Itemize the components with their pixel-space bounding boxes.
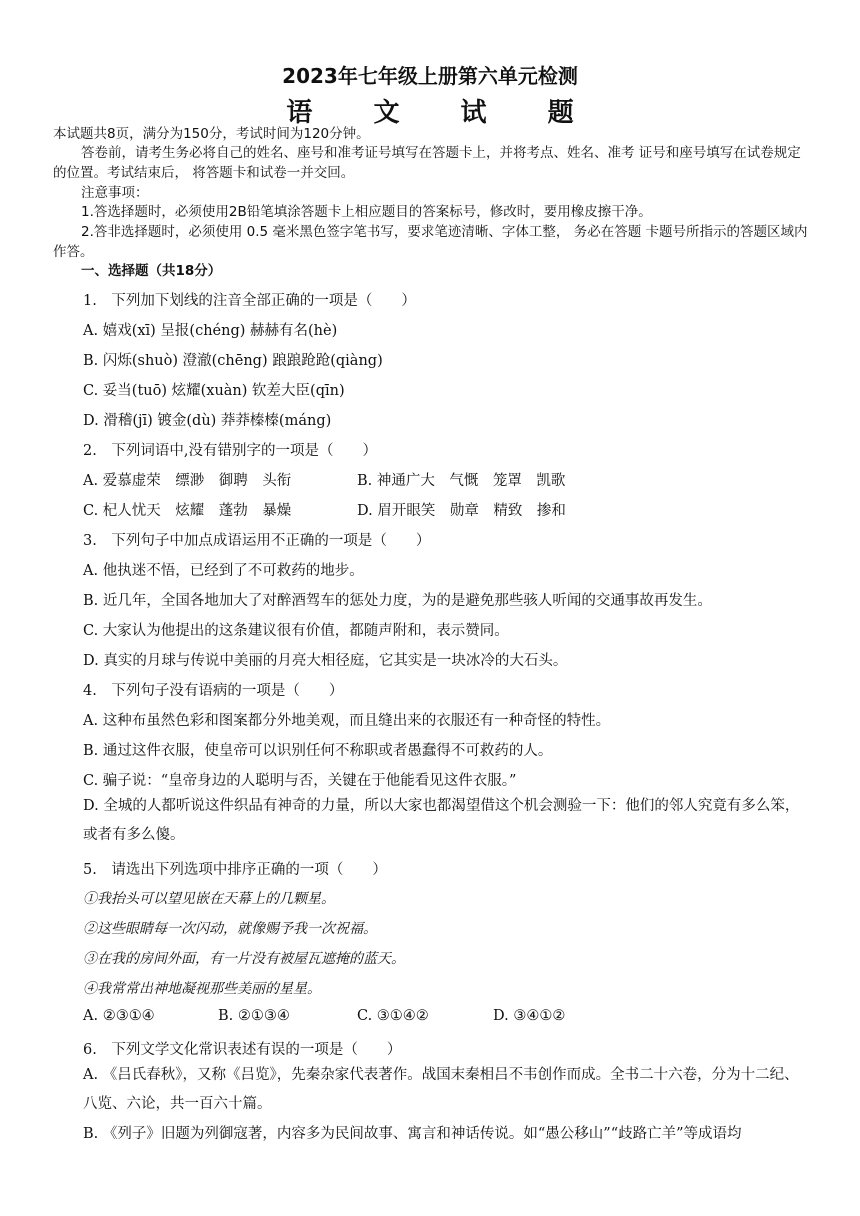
- exam-subject: 语 文 试 题: [286, 98, 600, 128]
- question-3-option-d: D. 真实的月球与传说中美丽的月亮大相径庭，它其实是一块冰冷的大石头。: [83, 653, 568, 669]
- question-5-sentence-1: ①我抬头可以望见嵌在天幕上的几颗星。: [83, 891, 335, 907]
- question-6-option-a: A. 《吕氏春秋》，又称《吕览》，先秦杂家代表著作。战国末秦相吕不韦创作而成。全书二十六卷，分为十二纪、八览、六论，共一百六十篇。: [83, 1067, 799, 1112]
- question-1-option-d: D. 滑稽(jī) 镀金(dù) 莽莽榛榛(máng): [83, 413, 332, 429]
- question-4-stem: 4. 下列句子没有语病的一项是（ ）: [83, 683, 344, 699]
- question-2-option-a: A. 爱慕虚荣 缥渺 御聘 头衔: [83, 473, 292, 489]
- question-6-stem: 6. 下列文学文化常识表述有误的一项是（ ）: [83, 1042, 402, 1058]
- question-1-stem: 1. 下列加下划线的注音全部正确的一项是（ ）: [83, 293, 416, 309]
- question-5-option-a: A. ②③①④: [83, 1008, 155, 1024]
- question-1-option-c: C. 妥当(tuō) 炫耀(xuàn) 钦差大臣(qīn): [83, 383, 345, 399]
- question-4-option-c: C. 骗子说：“皇帝身边的人聪明与否，关键在于他能看见这件衣服。”: [83, 773, 517, 789]
- question-5-option-b: B. ②①③④: [218, 1008, 290, 1024]
- question-1-option-a: A. 嬉戏(xī) 呈报(chéng) 赫赫有名(hè): [83, 323, 338, 339]
- question-3-option-c: C. 大家认为他提出的这条建议很有价值，都随声附和，表示赞同。: [83, 623, 509, 639]
- question-5-sentence-4: ④我常常出神地凝视那些美丽的星星。: [83, 981, 321, 997]
- question-5-option-d: D. ③④①②: [493, 1008, 566, 1024]
- question-5-option-c: C. ③①④②: [357, 1008, 429, 1024]
- question-6-option-b: B. 《列子》旧题为列御寇著，内容多为民间故事、寓言和神话传说。如“愚公移山”“歧路亡羊”等成语均: [83, 1126, 742, 1142]
- intro-line-1: 本试题共8页，满分为150分，考试时间为120分钟。: [53, 126, 370, 142]
- intro-line-2: 答卷前，请考生务必将自己的姓名、座号和准考证号填写在答题卡上，并将考点、姓名、准考 证号和座号填写在试卷规定的位置。考试结束后， 将答题卡和试卷一并交回。: [53, 145, 801, 181]
- notice-title: 注意事项：: [81, 185, 149, 201]
- notice-item-2: 2.答非选择题时，必须使用 0.5 毫米黑色签字笔书写，要求笔迹清晰、字体工整， 务必在答题 卡题号所指示的答题区域内作答。: [53, 224, 808, 260]
- section-heading: 一、选择题（共18分）: [81, 263, 222, 279]
- question-2-option-b: B. 神通广大 气慨 笼罩 凯歌: [357, 473, 566, 489]
- question-5-sentence-3: ③在我的房间外面，有一片没有被屋瓦遮掩的蓝天。: [83, 951, 405, 967]
- question-4-option-a: A. 这种布虽然色彩和图案都分外地美观，而且缝出来的衣服还有一种奇怪的特性。: [83, 713, 611, 729]
- question-3-stem: 3. 下列句子中加点成语运用不正确的一项是（ ）: [83, 533, 431, 549]
- question-4-option-d: D. 全城的人都听说这件织品有神奇的力量，所以大家也都渴望借这个机会测验一下：他们的邻人究竟有多么笨，或者有多么傻。: [83, 798, 800, 843]
- question-2-option-c: C. 杞人忧天 炫耀 蓬勃 暴燥: [83, 503, 292, 519]
- question-1-option-b: B. 闪烁(shuò) 澄澈(chēng) 踉踉跄跄(qiàng): [83, 353, 383, 369]
- question-3-option-b: B. 近几年，全国各地加大了对醉酒驾车的惩处力度，为的是避免那些骇人听闻的交通事故再发生。: [83, 593, 712, 609]
- exam-title: 2023年七年级上册第六单元检测: [282, 64, 578, 88]
- notice-item-1: 1.答选择题时，必须使用2B铅笔填涂答题卡上相应题目的答案标号，修改时，要用橡皮擦干净。: [81, 204, 652, 220]
- question-2-stem: 2. 下列词语中,没有错别字的一项是（ ）: [83, 443, 377, 459]
- question-4-option-b: B. 通过这件衣服，使皇帝可以识别任何不称职或者愚蠢得不可救药的人。: [83, 743, 553, 759]
- question-5-stem: 5. 请选出下列选项中排序正确的一项（ ）: [83, 862, 387, 878]
- question-2-option-d: D. 眉开眼笑 勋章 精致 掺和: [357, 503, 566, 519]
- question-5-sentence-2: ②这些眼睛每一次闪动，就像赐予我一次祝福。: [83, 921, 377, 937]
- question-3-option-a: A. 他执迷不悟，已经到了不可救药的地步。: [83, 563, 364, 579]
